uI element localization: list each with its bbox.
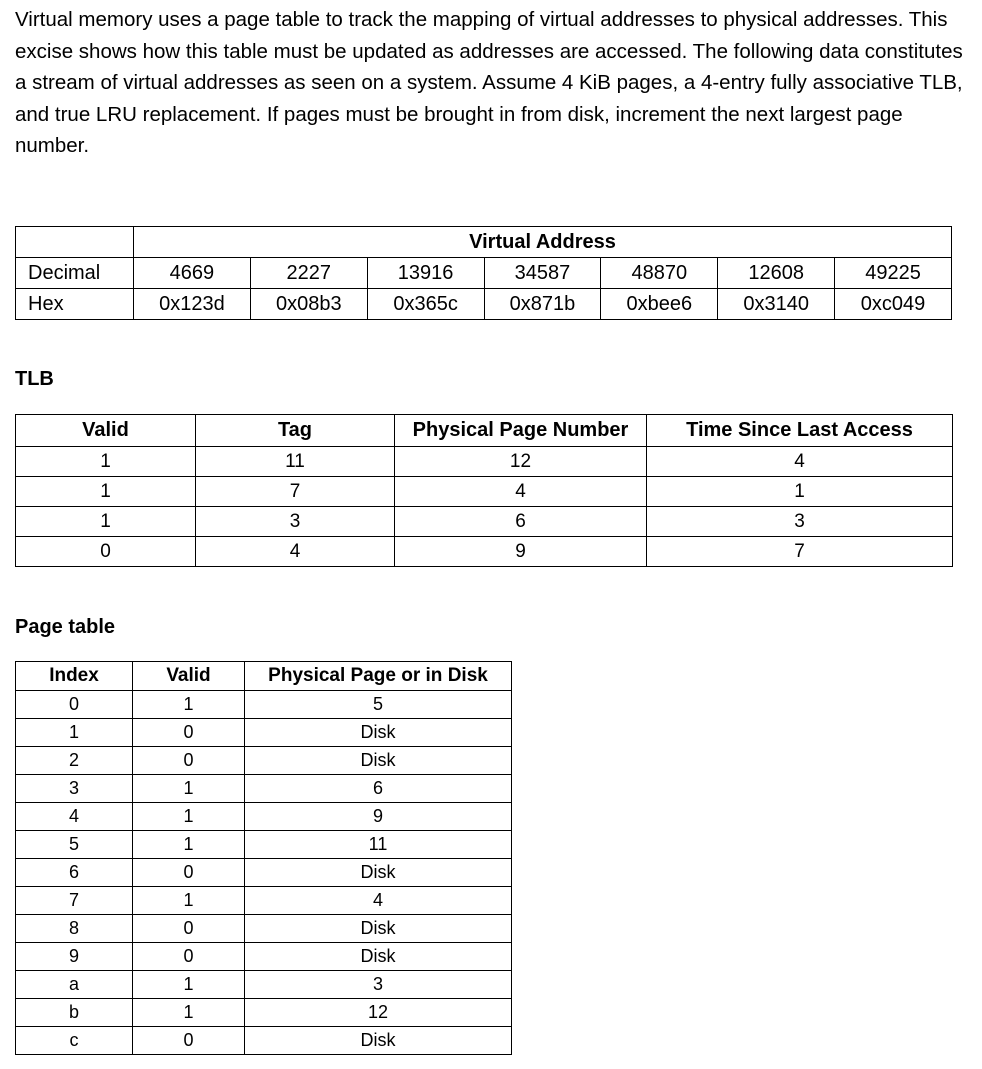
tlb-header-row bbox=[16, 415, 953, 447]
page-table-cell: 7 bbox=[16, 887, 133, 915]
page-table-header-row bbox=[16, 662, 512, 691]
page-table bbox=[15, 661, 512, 1055]
page-table-row bbox=[16, 915, 512, 943]
page-table-cell: 1 bbox=[133, 803, 245, 831]
tlb-cell: 1 bbox=[16, 507, 196, 537]
tlb-cell: 4 bbox=[395, 477, 647, 507]
tlb-row bbox=[16, 477, 953, 507]
tlb-cell: 12 bbox=[395, 447, 647, 477]
va-cell: 0x123d bbox=[134, 289, 251, 320]
tlb-cell: 7 bbox=[196, 477, 395, 507]
page-table-cell: Disk bbox=[245, 859, 512, 887]
page-table-cell: 0 bbox=[133, 719, 245, 747]
tlb-row bbox=[16, 447, 953, 477]
page-table-cell: 3 bbox=[16, 775, 133, 803]
page-table-cell: 3 bbox=[245, 971, 512, 999]
page-table-row bbox=[16, 859, 512, 887]
page-table-cell: c bbox=[16, 1027, 133, 1055]
tlb-cell: 11 bbox=[196, 447, 395, 477]
va-cell: 0xbee6 bbox=[601, 289, 718, 320]
va-cell: 0x08b3 bbox=[250, 289, 367, 320]
va-table-title: Virtual Address bbox=[134, 227, 952, 258]
page-table-cell: 2 bbox=[16, 747, 133, 775]
page-table-row bbox=[16, 971, 512, 999]
page-table-cell: Disk bbox=[245, 915, 512, 943]
va-row-label: Hex bbox=[16, 289, 134, 320]
page-table-cell: 0 bbox=[133, 1027, 245, 1055]
page-table-cell: 5 bbox=[245, 691, 512, 719]
va-title-row bbox=[16, 227, 952, 258]
page-table-header-cell: Index bbox=[16, 662, 133, 691]
page-table-cell: 9 bbox=[245, 803, 512, 831]
page-table-cell: Disk bbox=[245, 719, 512, 747]
va-cell: 0x871b bbox=[484, 289, 601, 320]
page-table-cell: 5 bbox=[16, 831, 133, 859]
tlb-header-cell: Time Since Last Access bbox=[647, 415, 953, 447]
va-decimal-row bbox=[16, 258, 952, 289]
va-corner-cell bbox=[16, 227, 134, 258]
tlb-row bbox=[16, 537, 953, 567]
page-table-cell: 0 bbox=[133, 859, 245, 887]
tlb-cell: 1 bbox=[647, 477, 953, 507]
intro-paragraph: Virtual memory uses a page table to track the mapping of virtual addresses to physical addresses. This excise shows how this table must be updated as addresses are accessed. The following data constitutes a stream of virtual addresses as seen on a system. Assume 4 KiB pages, a 4-entry fully associative TLB, and true LRU replacement. If pages must be brought in from disk, increment the next largest page number. bbox=[15, 8, 963, 157]
page-table-cell: 1 bbox=[16, 719, 133, 747]
page-table-cell: 6 bbox=[245, 775, 512, 803]
tlb-row bbox=[16, 507, 953, 537]
tlb-cell: 9 bbox=[395, 537, 647, 567]
page-table-cell: 0 bbox=[16, 691, 133, 719]
page-table-cell: 11 bbox=[245, 831, 512, 859]
page-table-cell: 1 bbox=[133, 831, 245, 859]
page-table-cell: Disk bbox=[245, 1027, 512, 1055]
va-cell: 0xc049 bbox=[835, 289, 952, 320]
page-table-cell: 0 bbox=[133, 943, 245, 971]
page-table-cell: 0 bbox=[133, 915, 245, 943]
page-table-row bbox=[16, 691, 512, 719]
tlb-cell: 1 bbox=[16, 477, 196, 507]
page-table-cell: Disk bbox=[245, 747, 512, 775]
page-table-cell: 12 bbox=[245, 999, 512, 1027]
tlb-cell: 4 bbox=[647, 447, 953, 477]
page-table-row bbox=[16, 747, 512, 775]
virtual-address-table bbox=[15, 226, 952, 320]
tlb-cell: 7 bbox=[647, 537, 953, 567]
page-table-row bbox=[16, 887, 512, 915]
va-cell: 0x365c bbox=[367, 289, 484, 320]
page-table-cell: Disk bbox=[245, 943, 512, 971]
page-table-cell: 1 bbox=[133, 887, 245, 915]
page-table-cell: 4 bbox=[16, 803, 133, 831]
page-table-row bbox=[16, 803, 512, 831]
page-table-cell: 6 bbox=[16, 859, 133, 887]
tlb-cell: 0 bbox=[16, 537, 196, 567]
page-table-row bbox=[16, 775, 512, 803]
va-cell: 49225 bbox=[835, 258, 952, 289]
tlb-table bbox=[15, 414, 953, 567]
va-cell: 0x3140 bbox=[718, 289, 835, 320]
tlb-title: TLB bbox=[15, 368, 54, 390]
page-table-cell: 4 bbox=[245, 887, 512, 915]
page-table-cell: a bbox=[16, 971, 133, 999]
va-hex-row bbox=[16, 289, 952, 320]
page-table-title: Page table bbox=[15, 616, 116, 638]
page-table-cell: 1 bbox=[133, 999, 245, 1027]
tlb-cell: 3 bbox=[647, 507, 953, 537]
page-table-header-cell: Physical Page or in Disk bbox=[245, 662, 512, 691]
page-table-cell: 1 bbox=[133, 691, 245, 719]
page-table-cell: b bbox=[16, 999, 133, 1027]
tlb-cell: 4 bbox=[196, 537, 395, 567]
page-table-row bbox=[16, 831, 512, 859]
va-cell: 48870 bbox=[601, 258, 718, 289]
va-cell: 13916 bbox=[367, 258, 484, 289]
page-table-row bbox=[16, 1027, 512, 1055]
tlb-header-cell: Tag bbox=[196, 415, 395, 447]
page-table-cell: 9 bbox=[16, 943, 133, 971]
va-row-label: Decimal bbox=[16, 258, 134, 289]
tlb-cell: 6 bbox=[395, 507, 647, 537]
page-table-cell: 0 bbox=[133, 747, 245, 775]
page-table-row bbox=[16, 999, 512, 1027]
page-table-row bbox=[16, 719, 512, 747]
tlb-cell: 1 bbox=[16, 447, 196, 477]
va-cell: 2227 bbox=[250, 258, 367, 289]
va-cell: 34587 bbox=[484, 258, 601, 289]
page-table-cell: 1 bbox=[133, 971, 245, 999]
page-table-cell: 1 bbox=[133, 775, 245, 803]
tlb-cell: 3 bbox=[196, 507, 395, 537]
page-table-cell: 8 bbox=[16, 915, 133, 943]
va-cell: 4669 bbox=[134, 258, 251, 289]
page-table-row bbox=[16, 943, 512, 971]
tlb-header-cell: Physical Page Number bbox=[395, 415, 647, 447]
page-table-header-cell: Valid bbox=[133, 662, 245, 691]
tlb-header-cell: Valid bbox=[16, 415, 196, 447]
va-cell: 12608 bbox=[718, 258, 835, 289]
